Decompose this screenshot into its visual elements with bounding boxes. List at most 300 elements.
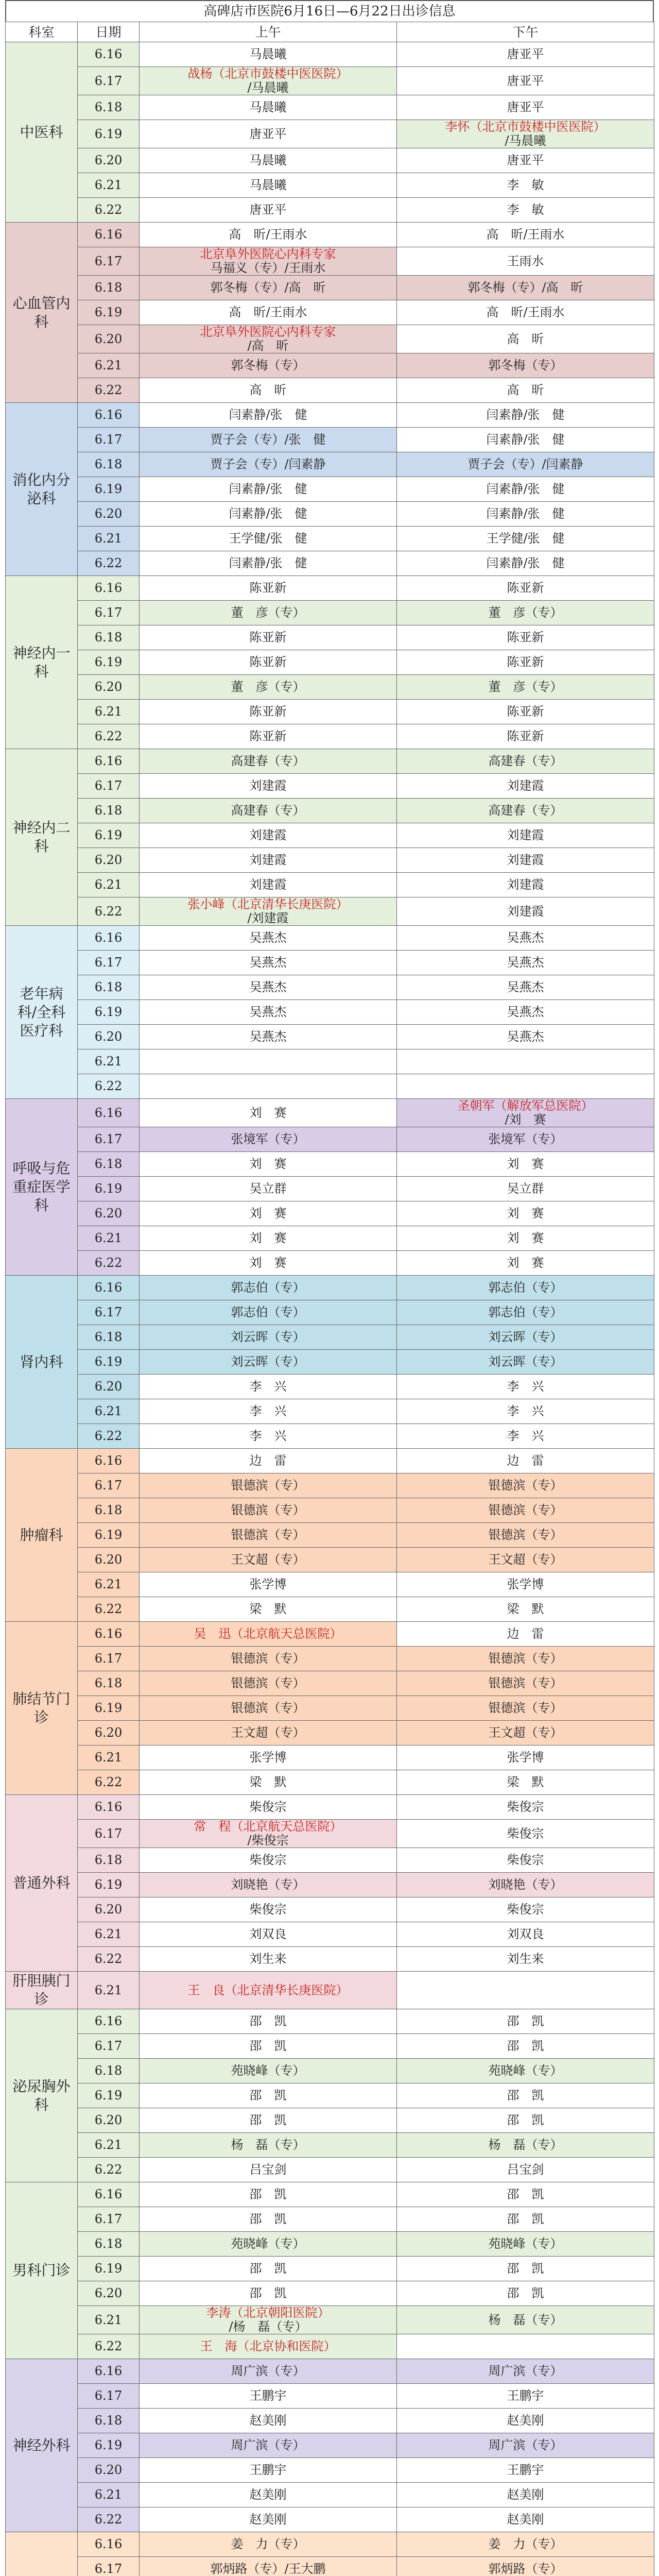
- am-cell: [140, 1721, 397, 1745]
- table-row: [6, 2182, 654, 2207]
- department-name: 肾内科: [6, 1276, 78, 1449]
- table-row: [6, 1523, 654, 1548]
- table-row: [6, 527, 654, 551]
- date-cell: 6.18: [78, 625, 140, 650]
- date-cell: 6.19: [78, 477, 140, 502]
- pm-cell: [397, 1498, 654, 1523]
- doctor-name: /杨 磊（专）: [229, 2319, 307, 2334]
- date-cell: 6.21: [78, 2306, 140, 2334]
- pm-cell: [397, 378, 654, 403]
- doctor-name: 吴燕杰: [507, 955, 544, 970]
- date-cell: 6.18: [78, 2232, 140, 2257]
- pm-cell: [397, 774, 654, 799]
- date-cell: 6.21: [78, 1226, 140, 1251]
- department-name: 泌尿胸外科: [6, 2009, 78, 2182]
- am-cell: [140, 42, 397, 67]
- pm-cell: [397, 975, 654, 1000]
- doctor-name: 郭志伯（专）: [488, 1280, 563, 1295]
- doctor-name: 姜 力（专）: [231, 2537, 305, 2551]
- date-cell: 6.16: [78, 576, 140, 601]
- date-cell: 6.21: [78, 1572, 140, 1597]
- am-cell: [140, 873, 397, 897]
- table-row: [6, 1399, 654, 1424]
- date-cell: 6.18: [78, 276, 140, 300]
- doctor-name: 高 昕/王雨水: [486, 227, 565, 242]
- doctor-name: 吴燕杰: [507, 1005, 544, 1019]
- doctor-name: /刘 赛: [505, 1112, 546, 1127]
- doctor-name: 刘晓艳（专）: [231, 1877, 305, 1892]
- doctor-name: /柴俊宗: [247, 1833, 289, 1848]
- doctor-name: 柴俊宗: [249, 1902, 287, 1917]
- pm-cell: [397, 2207, 654, 2232]
- doctor-name: 郭冬梅（专）: [231, 358, 305, 372]
- am-cell: [140, 1873, 397, 1897]
- doctor-name: 邵 凯: [507, 2014, 544, 2028]
- doctor-name: 马晨曦: [249, 178, 287, 192]
- doctor-name: 刘生来: [249, 1952, 287, 1966]
- pm-cell: [397, 2034, 654, 2059]
- table-row: [6, 1671, 654, 1696]
- date-cell: 6.22: [78, 551, 140, 576]
- am-cell: [140, 1572, 397, 1597]
- doctor-name: 吴燕杰: [249, 930, 287, 945]
- am-cell: [140, 148, 397, 173]
- table-row: [6, 1770, 654, 1795]
- table-row: [6, 378, 654, 403]
- table-row: [6, 2359, 654, 2384]
- date-cell: 6.20: [78, 502, 140, 527]
- am-cell: [140, 823, 397, 848]
- date-cell: 6.21: [78, 1972, 140, 2009]
- date-cell: 6.21: [78, 2483, 140, 2507]
- am-cell: [140, 2009, 397, 2034]
- table-row: [6, 774, 654, 799]
- doctor-name: 柴俊宗: [507, 1853, 544, 1867]
- date-cell: 6.19: [78, 1000, 140, 1025]
- doctor-name: 周广滨（专）: [488, 2438, 563, 2452]
- pm-cell: [397, 1276, 654, 1300]
- date-cell: 6.16: [78, 749, 140, 774]
- doctor-name: 苑晓峰（专）: [231, 2063, 305, 2078]
- pm-cell: [397, 897, 654, 926]
- doctor-name: 贾子会（专）/闫素静: [467, 457, 583, 471]
- am-cell: [140, 173, 397, 198]
- pm-cell: [397, 1873, 654, 1897]
- pm-cell: [397, 1947, 654, 1972]
- date-cell: 6.17: [78, 1127, 140, 1152]
- doctor-name: 吴燕杰: [249, 980, 287, 994]
- doctor-name: 郭炳路（专）: [488, 2562, 563, 2576]
- am-cell: [140, 2334, 397, 2359]
- table-row: [6, 2433, 654, 2458]
- am-cell: [140, 276, 397, 300]
- doctor-name: 赵美刚: [249, 2512, 287, 2527]
- table-row: [6, 873, 654, 897]
- pm-cell: [397, 120, 654, 148]
- am-cell: [140, 1498, 397, 1523]
- am-cell: [140, 1000, 397, 1025]
- pm-cell: [397, 1375, 654, 1399]
- doctor-name: 闫素静/张 健: [486, 556, 565, 570]
- doctor-name: 邵 凯: [507, 2261, 544, 2276]
- doctor-name: 边 雷: [507, 1453, 544, 1468]
- expert-visit-note: 王 良（北京清华长庚医院）: [187, 1982, 349, 1997]
- am-cell: [140, 198, 397, 223]
- pm-cell: [397, 1000, 654, 1025]
- date-cell: 6.18: [78, 95, 140, 120]
- date-cell: 6.20: [78, 1201, 140, 1226]
- date-cell: 6.17: [78, 2034, 140, 2059]
- pm-cell: [397, 1025, 654, 1049]
- doctor-name: 王雨水: [507, 253, 544, 268]
- header-am: 上午: [140, 22, 397, 42]
- table-row: [6, 724, 654, 749]
- expert-visit-note: 北京阜外医院心内科专家: [200, 247, 336, 261]
- date-cell: 6.18: [78, 1498, 140, 1523]
- date-cell: 6.19: [78, 823, 140, 848]
- doctor-name: 梁 默: [249, 1602, 287, 1616]
- date-cell: 6.21: [78, 1922, 140, 1947]
- table-row: [6, 1025, 654, 1049]
- doctor-name: 李 兴: [249, 1429, 287, 1443]
- doctor-name: 唐亚平: [249, 202, 287, 217]
- date-cell: 6.20: [78, 2458, 140, 2483]
- date-cell: 6.16: [78, 1449, 140, 1473]
- am-cell: [140, 1647, 397, 1671]
- pm-cell: [397, 675, 654, 700]
- pm-cell: [397, 848, 654, 873]
- table-row: [6, 601, 654, 625]
- pm-cell: [397, 2158, 654, 2182]
- table-row: [6, 2532, 654, 2557]
- department-name: 消化内分泌科: [6, 403, 78, 576]
- table-row: [6, 1721, 654, 1745]
- am-cell: [140, 378, 397, 403]
- doctor-name: 闫素静/张 健: [486, 432, 565, 447]
- department-name: 呼吸与危重症医学科: [6, 1099, 78, 1276]
- am-cell: [140, 300, 397, 325]
- date-cell: 6.20: [78, 1375, 140, 1399]
- table-row: [6, 551, 654, 576]
- doctor-name: 杨 磊（专）: [488, 2138, 563, 2152]
- date-cell: 6.19: [78, 1696, 140, 1721]
- table-row: [6, 173, 654, 198]
- doctor-name: 闫素静/张 健: [486, 506, 565, 521]
- pm-cell: [397, 428, 654, 452]
- doctor-name: 刘建霞: [507, 828, 544, 842]
- doctor-name: 银德滨（专）: [488, 1503, 563, 1517]
- pm-cell: [397, 1597, 654, 1622]
- doctor-name: 陈亚新: [507, 630, 544, 645]
- table-row: [6, 625, 654, 650]
- date-cell: 6.18: [78, 1848, 140, 1873]
- table-row: [6, 95, 654, 120]
- pm-cell: [397, 2306, 654, 2334]
- table-row: [6, 2306, 654, 2334]
- am-cell: [140, 650, 397, 675]
- pm-cell: [397, 2507, 654, 2532]
- table-row: [6, 1498, 654, 1523]
- table-row: [6, 1300, 654, 1325]
- am-cell: [140, 1375, 397, 1399]
- expert-visit-note: 圣朝军（解放军总医院）: [457, 1098, 594, 1113]
- department-name: [6, 2532, 78, 2576]
- date-cell: 6.20: [78, 2281, 140, 2306]
- am-cell: [140, 428, 397, 452]
- doctor-name: 王鹏宇: [507, 2388, 544, 2403]
- expert-visit-note: 王 海（北京协和医院）: [200, 2339, 336, 2353]
- table-row: [6, 2458, 654, 2483]
- doctor-name: 王鹏宇: [249, 2463, 287, 2477]
- table-row: [6, 1795, 654, 1820]
- date-cell: 6.17: [78, 951, 140, 975]
- doctor-name: 王文超（专）: [488, 1552, 563, 1567]
- date-cell: 6.20: [78, 325, 140, 353]
- am-cell: [140, 1049, 397, 1074]
- doctor-name: 张境军（专）: [488, 1132, 563, 1146]
- date-cell: 6.18: [78, 975, 140, 1000]
- doctor-name: 唐亚平: [507, 73, 544, 88]
- am-cell: [140, 1152, 397, 1177]
- am-cell: [140, 2532, 397, 2557]
- table-row: [6, 2232, 654, 2257]
- doctor-name: /马晨曦: [247, 80, 289, 95]
- pm-cell: [397, 1622, 654, 1647]
- doctor-name: 刘云晖（专）: [231, 1330, 305, 1344]
- doctor-name: 银德滨（专）: [488, 1651, 563, 1666]
- doctor-name: 马福义（专）/王雨水: [210, 261, 326, 275]
- pm-cell: [397, 223, 654, 247]
- pm-cell: [397, 1795, 654, 1820]
- table-row: [6, 1873, 654, 1897]
- am-cell: [140, 1424, 397, 1449]
- date-cell: 6.22: [78, 1947, 140, 1972]
- date-cell: 6.22: [78, 198, 140, 223]
- table-row: [6, 1350, 654, 1375]
- table-row: [6, 1049, 654, 1074]
- table-row: [6, 1152, 654, 1177]
- doctor-name: 刘晓艳（专）: [488, 1877, 563, 1892]
- table-row: [6, 1947, 654, 1972]
- doctor-name: 高 昕/王雨水: [486, 305, 565, 319]
- expert-visit-note: 张小峰（北京清华长庚医院）: [187, 897, 349, 911]
- doctor-name: 银德滨（专）: [231, 1478, 305, 1493]
- pm-cell: [397, 477, 654, 502]
- doctor-name: 邵 凯: [507, 2212, 544, 2226]
- schedule-body: [6, 42, 654, 2576]
- pm-cell: [397, 1424, 654, 1449]
- doctor-name: 高 昕: [507, 331, 544, 346]
- date-cell: 6.16: [78, 2182, 140, 2207]
- date-cell: 6.17: [78, 601, 140, 625]
- table-row: [6, 1177, 654, 1201]
- pm-cell: [397, 799, 654, 823]
- pm-cell: [397, 1074, 654, 1099]
- date-cell: 6.17: [78, 2384, 140, 2409]
- doctor-name: 张境军（专）: [231, 1132, 305, 1146]
- doctor-name: 刘生来: [507, 1952, 544, 1966]
- doctor-name: 杨 磊（专）: [231, 2138, 305, 2152]
- doctor-name: 唐亚平: [507, 100, 544, 114]
- am-cell: [140, 1177, 397, 1201]
- department-name: 心血管内科: [6, 223, 78, 403]
- table-row: [6, 2158, 654, 2182]
- doctor-name: /高 昕: [247, 338, 289, 353]
- pm-cell: [397, 2232, 654, 2257]
- table-row: [6, 2207, 654, 2232]
- doctor-name: 邵 凯: [249, 2212, 287, 2226]
- department-name: 神经内二科: [6, 749, 78, 926]
- pm-cell: [397, 1548, 654, 1572]
- doctor-name: 王学健/张 健: [486, 531, 565, 546]
- pm-cell: [397, 551, 654, 576]
- pm-cell: [397, 1922, 654, 1947]
- doctor-name: 董 彦（专）: [231, 605, 305, 620]
- expert-visit-note: 战杨（北京市鼓楼中医医院）: [187, 66, 349, 81]
- doctor-name: 吕宝剑: [249, 2162, 287, 2177]
- pm-cell: [397, 951, 654, 975]
- pm-cell: [397, 1523, 654, 1548]
- doctor-name: 刘云晖（专）: [488, 1354, 563, 1369]
- table-row: [6, 1922, 654, 1947]
- am-cell: [140, 325, 397, 353]
- doctor-name: 贾子会（专）/闫素静: [210, 457, 326, 471]
- pm-cell: [397, 2483, 654, 2507]
- doctor-name: 赵美刚: [507, 2512, 544, 2527]
- am-cell: [140, 1696, 397, 1721]
- pm-cell: [397, 173, 654, 198]
- table-row: [6, 975, 654, 1000]
- pm-cell: [397, 2281, 654, 2306]
- table-row: [6, 700, 654, 724]
- table-row: [6, 2334, 654, 2359]
- table-row: [6, 2108, 654, 2133]
- pm-cell: [397, 1820, 654, 1848]
- table-row: [6, 951, 654, 975]
- doctor-name: 闫素静/张 健: [229, 506, 307, 521]
- pm-cell: [397, 2133, 654, 2158]
- am-cell: [140, 1473, 397, 1498]
- table-row: [6, 1276, 654, 1300]
- am-cell: [140, 2458, 397, 2483]
- pm-cell: [397, 198, 654, 223]
- date-cell: 6.20: [78, 848, 140, 873]
- am-cell: [140, 2133, 397, 2158]
- table-row: [6, 67, 654, 95]
- am-cell: [140, 353, 397, 378]
- table-row: [6, 897, 654, 926]
- doctor-name: 刘 赛: [507, 1256, 544, 1270]
- doctor-name: 吴燕杰: [507, 930, 544, 945]
- date-cell: 6.18: [78, 799, 140, 823]
- date-cell: 6.19: [78, 2257, 140, 2281]
- doctor-name: 吴燕杰: [249, 1029, 287, 1044]
- doctor-name: 闫素静/张 健: [229, 556, 307, 570]
- date-cell: 6.16: [78, 2532, 140, 2557]
- date-cell: 6.17: [78, 1820, 140, 1848]
- am-cell: [140, 2359, 397, 2384]
- pm-cell: [397, 67, 654, 95]
- date-cell: 6.16: [78, 42, 140, 67]
- doctor-name: 吴立群: [249, 1181, 287, 1196]
- doctor-name: 马晨曦: [249, 100, 287, 114]
- date-cell: 6.21: [78, 527, 140, 551]
- pm-cell: [397, 1671, 654, 1696]
- doctor-name: 苑晓峰（专）: [488, 2236, 563, 2251]
- table-row: [6, 1000, 654, 1025]
- pm-cell: [397, 2059, 654, 2083]
- am-cell: [140, 951, 397, 975]
- doctor-name: 边 雷: [249, 1453, 287, 1468]
- table-row: [6, 2257, 654, 2281]
- doctor-name: 陈亚新: [249, 704, 287, 719]
- date-cell: 6.17: [78, 1300, 140, 1325]
- date-cell: 6.22: [78, 1424, 140, 1449]
- table-row: [6, 2507, 654, 2532]
- pm-cell: [397, 1696, 654, 1721]
- pm-cell: [397, 2359, 654, 2384]
- am-cell: [140, 2207, 397, 2232]
- header-date: 日期: [78, 22, 140, 42]
- doctor-name: 王文超（专）: [231, 1725, 305, 1740]
- table-row: [6, 1696, 654, 1721]
- doctor-name: 董 彦（专）: [231, 680, 305, 694]
- table-row: [6, 1647, 654, 1671]
- doctor-name: 刘建霞: [507, 904, 544, 919]
- am-cell: [140, 2257, 397, 2281]
- doctor-name: 银德滨（专）: [231, 1651, 305, 1666]
- doctor-name: 郭志伯（专）: [231, 1280, 305, 1295]
- expert-visit-note: 常 程（北京航天总医院）: [194, 1819, 342, 1834]
- doctor-name: 刘建霞: [507, 877, 544, 892]
- doctor-name: 邵 凯: [249, 2187, 287, 2201]
- table-row: [6, 1745, 654, 1770]
- doctor-name: 邵 凯: [507, 2113, 544, 2127]
- doctor-name: 邵 凯: [249, 2014, 287, 2028]
- date-cell: 6.19: [78, 2083, 140, 2108]
- doctor-name: 郭冬梅（专）/高 昕: [467, 280, 583, 295]
- doctor-name: 王文超（专）: [231, 1552, 305, 1567]
- date-cell: 6.21: [78, 873, 140, 897]
- pm-cell: [397, 926, 654, 951]
- table-row: [6, 2083, 654, 2108]
- doctor-name: 刘建霞: [249, 778, 287, 793]
- table-row: [6, 823, 654, 848]
- am-cell: [140, 2232, 397, 2257]
- doctor-name: 刘建霞: [507, 778, 544, 793]
- pm-cell: [397, 2557, 654, 2576]
- table-row: [6, 1201, 654, 1226]
- date-cell: 6.22: [78, 1597, 140, 1622]
- pm-cell: [397, 2409, 654, 2433]
- pm-cell: [397, 148, 654, 173]
- doctor-name: 张学博: [249, 1750, 287, 1765]
- table-row: [6, 428, 654, 452]
- doctor-name: 柴俊宗: [507, 1902, 544, 1917]
- pm-cell: [397, 873, 654, 897]
- doctor-name: 郭志伯（专）: [488, 1305, 563, 1319]
- expert-visit-note: 北京阜外医院心内科专家: [200, 325, 336, 339]
- am-cell: [140, 452, 397, 477]
- pm-cell: [397, 1848, 654, 1873]
- am-cell: [140, 2507, 397, 2532]
- doctor-name: 陈亚新: [507, 704, 544, 719]
- pm-cell: [397, 95, 654, 120]
- doctor-name: 刘 赛: [507, 1157, 544, 1171]
- table-row: [6, 576, 654, 601]
- pm-cell: [397, 1201, 654, 1226]
- doctor-name: 高建春（专）: [488, 803, 563, 818]
